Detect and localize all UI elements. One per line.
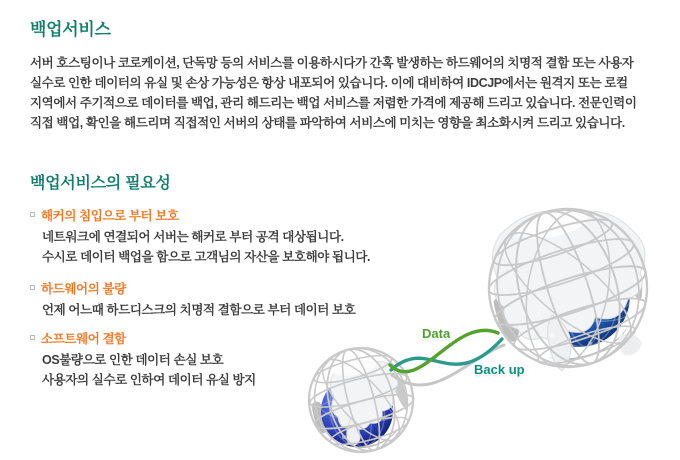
page-title: 백업서비스 [30,20,111,39]
intro-line: 서버 호스팅이나 코로케이션, 단독망 등의 서비스를 이용하시다가 간혹 발생하는 하드웨어의 치명적 결함 또는 사용자 [30,56,634,70]
section-software-defect [30,330,256,390]
intro-line: 지역에서 주기적으로 데이터를 백업, 관리 해드리는 백업 서비스를 저렴한 가격에 제공해 드리고 있습니다. 전문인력이 [30,96,637,110]
section-heading: 해커의 침입으로 부터 보호 [41,208,179,223]
section-heading: 하드웨어의 불량 [41,281,126,296]
section-text-line: OS불량으로 인한 데이터 손실 보호 [42,353,224,367]
section-heading-row [30,330,256,345]
small-globe [296,333,425,460]
intro-paragraph [30,53,662,133]
backup-illustration [290,195,680,460]
section-text-line: 네트워크에 연결되어 서버는 해커로 부터 공격 대상됩니다. [42,230,344,244]
section-heading: 소프트웨어 결함 [41,331,126,346]
intro-line: 직접 백업, 확인을 해드리며 직접적인 서버의 상태를 파악하여 서비스에 미치는 영향을 최소화시켜 드리고 있습니다. [30,116,625,130]
section-title: 백업서비스의 필요성 [30,175,171,192]
globes-network-icon [290,195,680,460]
section-text-line: 언제 어느때 하드디스크의 치명적 결함으로 부터 데이터 보호 [42,303,356,317]
section-text-line: 사용자의 실수로 인하여 데이터 유실 방지 [42,373,256,387]
backup-cable-label: Back up [474,362,525,377]
data-cable-label: Data [422,326,451,341]
intro-line: 실수로 인한 데이터의 유실 및 손상 가능성은 항상 내포되어 있습니다. 이에 대비하여 IDCJP에서는 원격지 또는 로컬 [30,76,628,90]
square-bullet-icon [30,335,35,340]
section-body [42,350,256,390]
section-text-line: 수시로 데이터 백업을 함으로 고객님의 자산을 보호해야 됩니다. [42,250,371,264]
square-bullet-icon [30,285,35,290]
square-bullet-icon [30,212,35,217]
